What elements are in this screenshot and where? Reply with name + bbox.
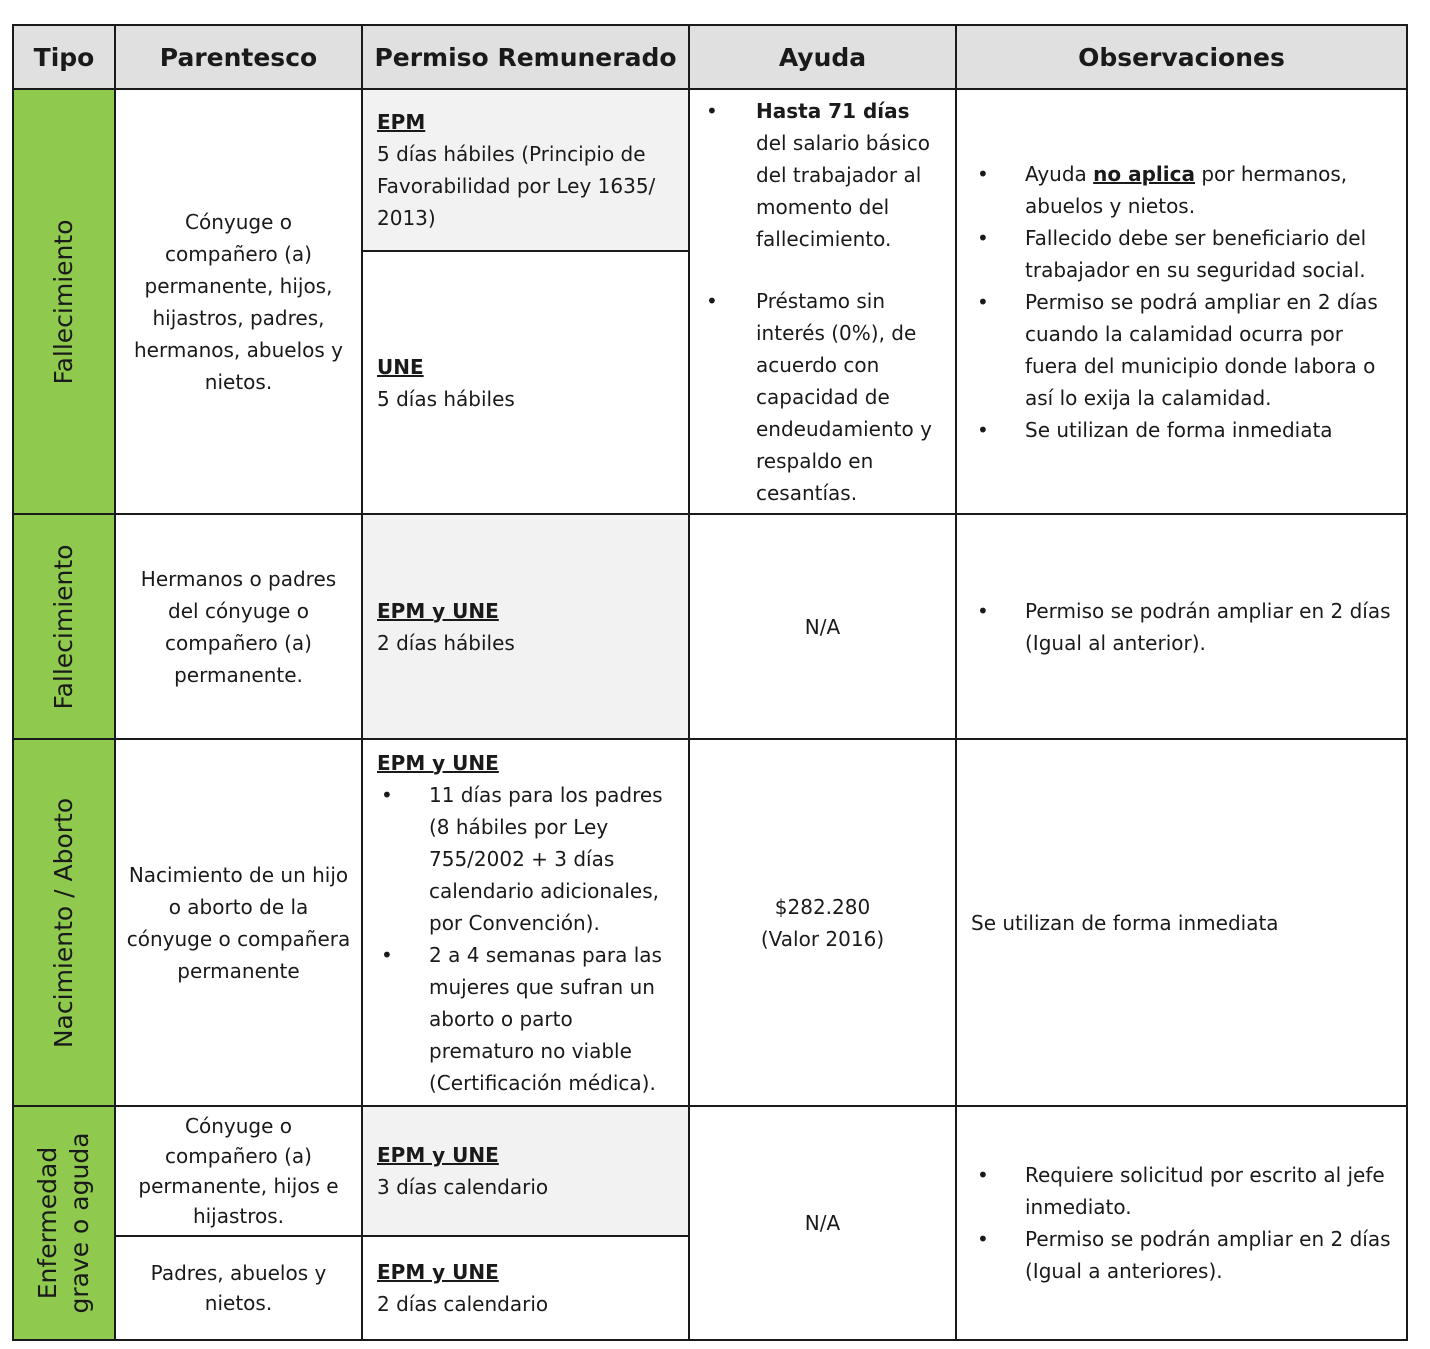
permiso-cell: [362, 1236, 689, 1340]
permiso-text: 2 días hábiles: [377, 630, 515, 655]
observaciones-cell: [956, 1106, 1407, 1340]
parentesco-cell: Nacimiento de un hijo o aborto de la cónyuge o compañera permanente: [115, 739, 362, 1106]
ayuda-cell: N/A: [689, 514, 956, 739]
permiso-cell: [362, 739, 689, 1106]
observaciones-list: [971, 158, 1396, 446]
observaciones-cell: Se utilizan de forma inmediata: [956, 739, 1407, 1106]
list-item: • Permiso se podrán ampliar en 2 días (Igual al anterior).: [971, 595, 1396, 659]
list-item: • 2 a 4 semanas para las mujeres que sufran un aborto o parto prematuro no viable (Certificación médica).: [377, 939, 676, 1099]
header-observaciones: Observaciones: [956, 25, 1407, 89]
permiso-head: UNE: [377, 354, 424, 379]
tipo-label: Fallecimiento: [49, 219, 78, 384]
permiso-list: [377, 779, 676, 1099]
ayuda-cell: [689, 89, 956, 514]
list-item: • Permiso se podrá ampliar en 2 días cuando la calamidad ocurra por fuera del municipio donde labora o así lo exija la calamidad.: [971, 286, 1396, 414]
permiso-cell: [362, 89, 689, 251]
tipo-cell: [13, 514, 115, 739]
list-item: • Préstamo sin interés (0%), de acuerdo con capacidad de endeudamiento y respaldo en cesantías.: [700, 285, 945, 509]
ayuda-amount: $282.280: [774, 894, 871, 919]
tipo-cell: [13, 89, 115, 514]
observaciones-cell: [956, 514, 1407, 739]
table-row: [13, 1106, 1407, 1236]
permiso-cell: [362, 1106, 689, 1236]
permiso-cell: [362, 251, 689, 514]
permiso-head: EPM: [377, 110, 426, 134]
tipo-cell: [13, 739, 115, 1106]
list-item: • 11 días para los padres (8 hábiles por Ley 755/2002 + 3 días calendario adicionales, por Convención).: [377, 779, 676, 939]
parentesco-cell: Cónyuge o compañero (a) permanente, hijos e hijastros.: [115, 1106, 362, 1236]
benefits-table: [12, 24, 1408, 1341]
list-item: • Se utilizan de forma inmediata: [971, 414, 1396, 446]
tipo-cell: [13, 1106, 115, 1340]
list-item: • Requiere solicitud por escrito al jefe inmediato.: [971, 1159, 1396, 1223]
tipo-label: Nacimiento / Aborto: [49, 797, 78, 1048]
observaciones-list: [971, 595, 1396, 659]
permiso-head: EPM y UNE: [377, 750, 499, 775]
header-tipo: Tipo: [13, 25, 115, 89]
list-item: • Permiso se podrán ampliar en 2 días (Igual a anteriores).: [971, 1223, 1396, 1287]
parentesco-cell: Padres, abuelos y nietos.: [115, 1236, 362, 1340]
ayuda-note: (Valor 2016): [760, 926, 885, 951]
permiso-head: EPM y UNE: [377, 1143, 499, 1167]
header-row: [13, 25, 1407, 89]
header-permiso: Permiso Remunerado: [362, 25, 689, 89]
header-ayuda: Ayuda: [689, 25, 956, 89]
parentesco-cell: Hermanos o padres del cónyuge o compañero (a) permanente.: [115, 514, 362, 739]
ayuda-cell: [689, 739, 956, 1106]
tipo-label: Enfermedad grave o aguda: [33, 1132, 94, 1314]
list-item: • Hasta 71 días del salario básico del trabajador al momento del fallecimiento.: [700, 95, 945, 255]
permiso-cell: [362, 514, 689, 739]
observaciones-list: [971, 1159, 1396, 1287]
permiso-head: EPM y UNE: [377, 598, 499, 623]
list-item: • Ayuda no aplica por hermanos, abuelos y nietos.: [971, 158, 1396, 222]
parentesco-cell: Cónyuge o compañero (a) permanente, hijos, hijastros, padres, hermanos, abuelos y nietos.: [115, 89, 362, 514]
table-row: [13, 89, 1407, 251]
tipo-label: Fallecimiento: [49, 544, 78, 709]
permiso-head: EPM y UNE: [377, 1260, 499, 1284]
ayuda-cell: N/A: [689, 1106, 956, 1340]
permiso-text: 5 días hábiles: [377, 386, 515, 411]
observaciones-cell: [956, 89, 1407, 514]
ayuda-list: [700, 95, 945, 509]
table-row: [13, 514, 1407, 739]
list-item: • Fallecido debe ser beneficiario del trabajador en su seguridad social.: [971, 222, 1396, 286]
permiso-text: 2 días calendario: [377, 1292, 549, 1316]
header-parentesco: Parentesco: [115, 25, 362, 89]
permiso-text: 5 días hábiles (Principio de Favorabilidad por Ley 1635/ 2013): [377, 142, 656, 230]
table-row: [13, 739, 1407, 1106]
permiso-text: 3 días calendario: [377, 1175, 549, 1199]
